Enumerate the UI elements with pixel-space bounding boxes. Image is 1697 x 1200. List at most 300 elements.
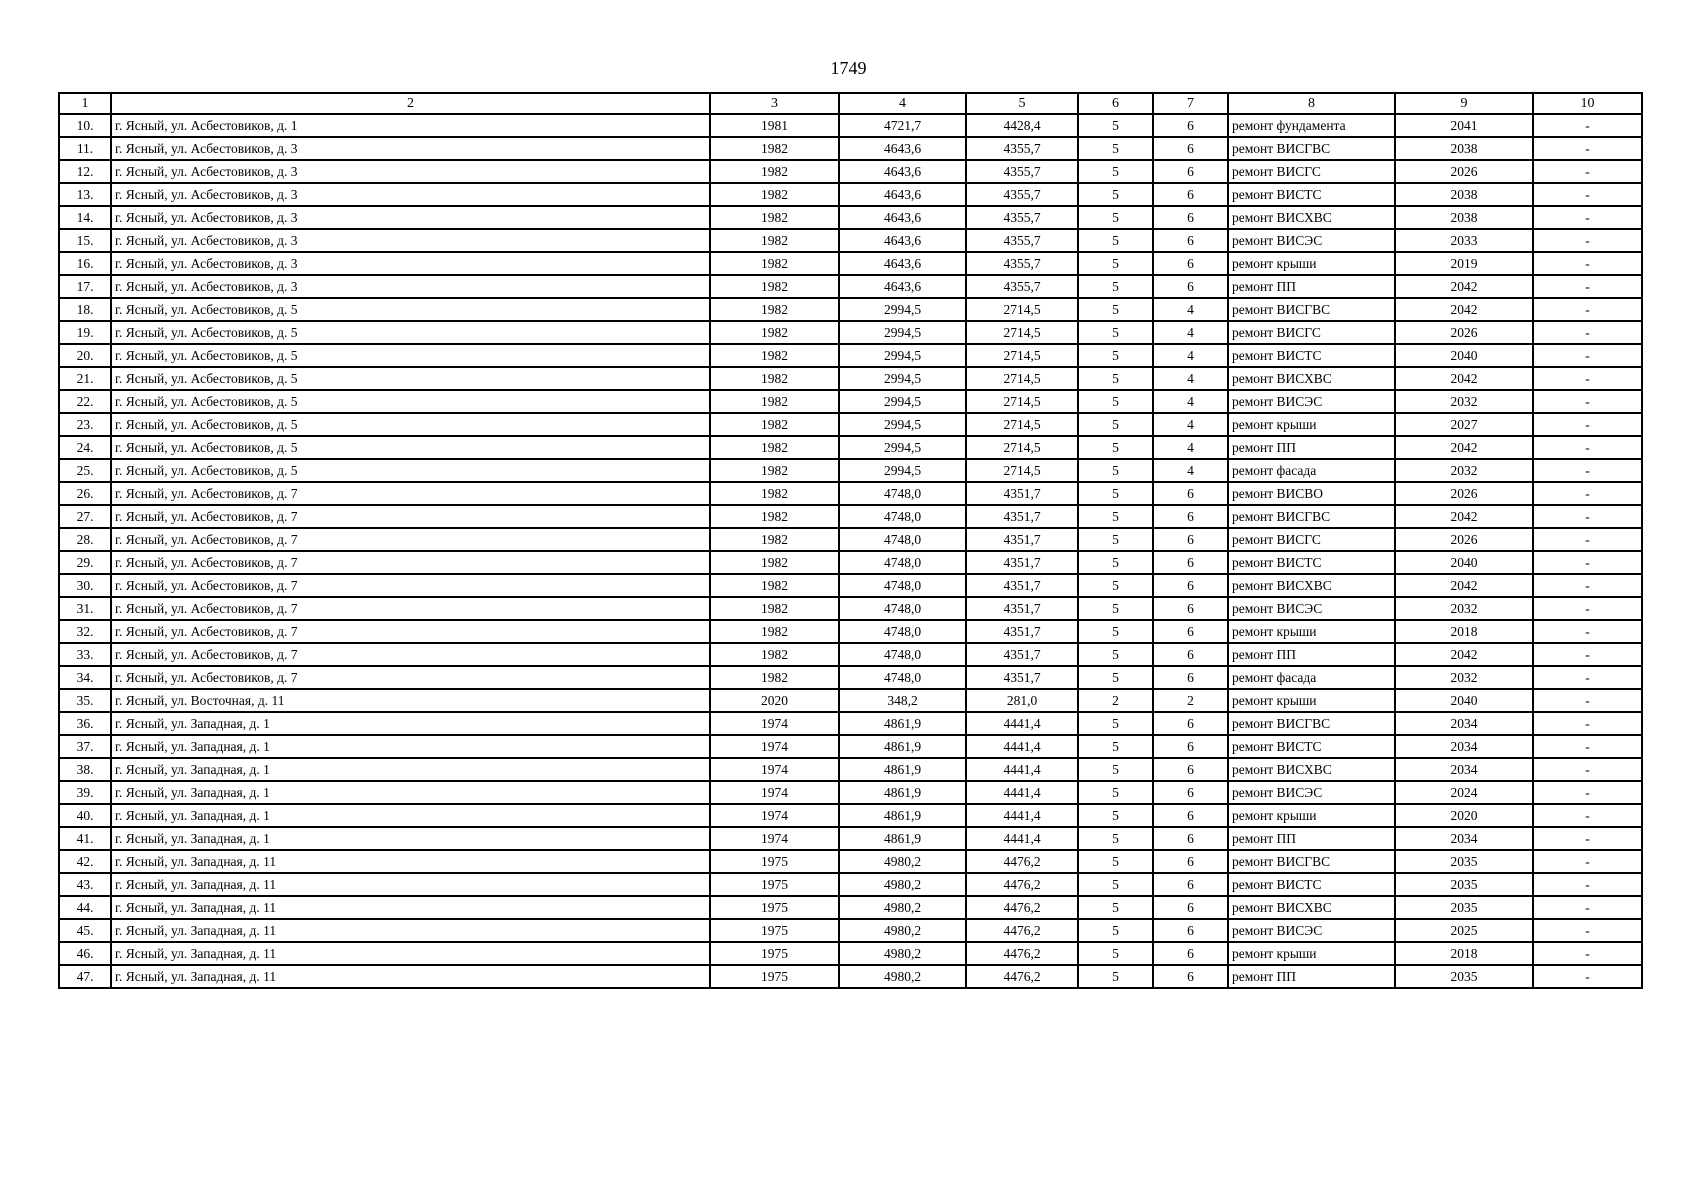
table-body	[59, 93, 1642, 988]
entrances-cell: 6	[1153, 137, 1228, 160]
planned-year-cell: 2035	[1395, 965, 1533, 988]
note-cell: -	[1533, 873, 1642, 896]
row-number-cell: 37.	[59, 735, 111, 758]
total-area-cell: 4748,0	[839, 574, 966, 597]
total-area-cell: 4643,6	[839, 252, 966, 275]
year-built-cell: 1982	[710, 505, 839, 528]
entrances-cell: 6	[1153, 114, 1228, 137]
table-row	[59, 436, 1642, 459]
row-number-cell: 28.	[59, 528, 111, 551]
living-area-cell: 4351,7	[966, 643, 1078, 666]
year-built-cell: 1982	[710, 229, 839, 252]
address-cell: г. Ясный, ул. Западная, д. 1	[111, 758, 710, 781]
table-row	[59, 344, 1642, 367]
repair-type-cell: ремонт ВИСХВС	[1228, 896, 1395, 919]
row-number-cell: 22.	[59, 390, 111, 413]
floors-cell: 5	[1078, 873, 1153, 896]
address-cell: г. Ясный, ул. Восточная, д. 11	[111, 689, 710, 712]
planned-year-cell: 2032	[1395, 390, 1533, 413]
note-cell: -	[1533, 252, 1642, 275]
floors-cell: 5	[1078, 367, 1153, 390]
planned-year-cell: 2038	[1395, 206, 1533, 229]
address-cell: г. Ясный, ул. Асбестовиков, д. 3	[111, 252, 710, 275]
note-cell: -	[1533, 505, 1642, 528]
header-cell: 4	[839, 93, 966, 114]
note-cell: -	[1533, 206, 1642, 229]
total-area-cell: 2994,5	[839, 459, 966, 482]
address-cell: г. Ясный, ул. Западная, д. 1	[111, 735, 710, 758]
year-built-cell: 1974	[710, 781, 839, 804]
total-area-cell: 2994,5	[839, 321, 966, 344]
row-number-cell: 25.	[59, 459, 111, 482]
year-built-cell: 1974	[710, 804, 839, 827]
entrances-cell: 6	[1153, 735, 1228, 758]
table-row	[59, 459, 1642, 482]
planned-year-cell: 2034	[1395, 827, 1533, 850]
entrances-cell: 6	[1153, 252, 1228, 275]
living-area-cell: 4441,4	[966, 735, 1078, 758]
year-built-cell: 1974	[710, 758, 839, 781]
repair-type-cell: ремонт ВИСТС	[1228, 183, 1395, 206]
living-area-cell: 4355,7	[966, 229, 1078, 252]
row-number-cell: 40.	[59, 804, 111, 827]
year-built-cell: 1974	[710, 827, 839, 850]
year-built-cell: 1975	[710, 942, 839, 965]
repair-type-cell: ремонт крыши	[1228, 252, 1395, 275]
table-row	[59, 160, 1642, 183]
entrances-cell: 6	[1153, 160, 1228, 183]
table-row	[59, 758, 1642, 781]
repair-type-cell: ремонт ВИСГВС	[1228, 298, 1395, 321]
planned-year-cell: 2026	[1395, 321, 1533, 344]
repair-type-cell: ремонт ВИСГС	[1228, 528, 1395, 551]
floors-cell: 5	[1078, 298, 1153, 321]
floors-cell: 5	[1078, 643, 1153, 666]
table-row	[59, 689, 1642, 712]
table-row	[59, 390, 1642, 413]
planned-year-cell: 2034	[1395, 758, 1533, 781]
floors-cell: 5	[1078, 666, 1153, 689]
total-area-cell: 4748,0	[839, 597, 966, 620]
address-cell: г. Ясный, ул. Асбестовиков, д. 7	[111, 666, 710, 689]
table-row	[59, 712, 1642, 735]
living-area-cell: 4441,4	[966, 712, 1078, 735]
row-number-cell: 39.	[59, 781, 111, 804]
floors-cell: 5	[1078, 344, 1153, 367]
planned-year-cell: 2042	[1395, 643, 1533, 666]
living-area-cell: 2714,5	[966, 321, 1078, 344]
row-number-cell: 41.	[59, 827, 111, 850]
row-number-cell: 36.	[59, 712, 111, 735]
row-number-cell: 11.	[59, 137, 111, 160]
table-row	[59, 574, 1642, 597]
year-built-cell: 1982	[710, 413, 839, 436]
year-built-cell: 1975	[710, 965, 839, 988]
entrances-cell: 6	[1153, 758, 1228, 781]
year-built-cell: 1975	[710, 919, 839, 942]
entrances-cell: 6	[1153, 206, 1228, 229]
planned-year-cell: 2035	[1395, 896, 1533, 919]
table-row	[59, 275, 1642, 298]
entrances-cell: 6	[1153, 712, 1228, 735]
year-built-cell: 1982	[710, 183, 839, 206]
table-row	[59, 413, 1642, 436]
repair-type-cell: ремонт ВИСГВС	[1228, 712, 1395, 735]
living-area-cell: 4351,7	[966, 597, 1078, 620]
planned-year-cell: 2027	[1395, 413, 1533, 436]
planned-year-cell: 2024	[1395, 781, 1533, 804]
year-built-cell: 1982	[710, 275, 839, 298]
total-area-cell: 4643,6	[839, 275, 966, 298]
living-area-cell: 4476,2	[966, 873, 1078, 896]
living-area-cell: 4355,7	[966, 206, 1078, 229]
repair-type-cell: ремонт ПП	[1228, 827, 1395, 850]
floors-cell: 5	[1078, 206, 1153, 229]
total-area-cell: 4861,9	[839, 804, 966, 827]
note-cell: -	[1533, 620, 1642, 643]
table-row	[59, 850, 1642, 873]
floors-cell: 5	[1078, 183, 1153, 206]
row-number-cell: 45.	[59, 919, 111, 942]
living-area-cell: 4351,7	[966, 620, 1078, 643]
floors-cell: 5	[1078, 482, 1153, 505]
row-number-cell: 13.	[59, 183, 111, 206]
note-cell: -	[1533, 367, 1642, 390]
year-built-cell: 1974	[710, 712, 839, 735]
entrances-cell: 6	[1153, 643, 1228, 666]
address-cell: г. Ясный, ул. Западная, д. 11	[111, 919, 710, 942]
address-cell: г. Ясный, ул. Западная, д. 11	[111, 873, 710, 896]
living-area-cell: 4476,2	[966, 850, 1078, 873]
floors-cell: 5	[1078, 574, 1153, 597]
note-cell: -	[1533, 114, 1642, 137]
living-area-cell: 4476,2	[966, 965, 1078, 988]
note-cell: -	[1533, 229, 1642, 252]
repair-type-cell: ремонт ПП	[1228, 436, 1395, 459]
row-number-cell: 31.	[59, 597, 111, 620]
planned-year-cell: 2018	[1395, 620, 1533, 643]
entrances-cell: 6	[1153, 850, 1228, 873]
repair-type-cell: ремонт крыши	[1228, 942, 1395, 965]
repair-type-cell: ремонт ВИСТС	[1228, 344, 1395, 367]
table-row	[59, 735, 1642, 758]
floors-cell: 5	[1078, 597, 1153, 620]
year-built-cell: 1982	[710, 298, 839, 321]
year-built-cell: 1982	[710, 252, 839, 275]
row-number-cell: 29.	[59, 551, 111, 574]
total-area-cell: 4643,6	[839, 137, 966, 160]
table-row	[59, 206, 1642, 229]
address-cell: г. Ясный, ул. Асбестовиков, д. 7	[111, 597, 710, 620]
repair-type-cell: ремонт ВИСЭС	[1228, 781, 1395, 804]
living-area-cell: 2714,5	[966, 344, 1078, 367]
repair-type-cell: ремонт крыши	[1228, 620, 1395, 643]
row-number-cell: 10.	[59, 114, 111, 137]
floors-cell: 5	[1078, 459, 1153, 482]
living-area-cell: 4476,2	[966, 942, 1078, 965]
address-cell: г. Ясный, ул. Асбестовиков, д. 7	[111, 551, 710, 574]
total-area-cell: 4861,9	[839, 758, 966, 781]
row-number-cell: 20.	[59, 344, 111, 367]
repair-type-cell: ремонт крыши	[1228, 413, 1395, 436]
row-number-cell: 23.	[59, 413, 111, 436]
entrances-cell: 6	[1153, 574, 1228, 597]
entrances-cell: 6	[1153, 551, 1228, 574]
living-area-cell: 4355,7	[966, 252, 1078, 275]
floors-cell: 5	[1078, 735, 1153, 758]
note-cell: -	[1533, 459, 1642, 482]
address-cell: г. Ясный, ул. Асбестовиков, д. 5	[111, 390, 710, 413]
planned-year-cell: 2032	[1395, 459, 1533, 482]
planned-year-cell: 2034	[1395, 712, 1533, 735]
header-cell: 10	[1533, 93, 1642, 114]
entrances-cell: 6	[1153, 482, 1228, 505]
living-area-cell: 4351,7	[966, 666, 1078, 689]
repair-type-cell: ремонт крыши	[1228, 804, 1395, 827]
address-cell: г. Ясный, ул. Асбестовиков, д. 1	[111, 114, 710, 137]
repair-type-cell: ремонт ВИСТС	[1228, 551, 1395, 574]
total-area-cell: 4861,9	[839, 827, 966, 850]
entrances-cell: 6	[1153, 620, 1228, 643]
repair-type-cell: ремонт крыши	[1228, 689, 1395, 712]
repair-type-cell: ремонт ВИСТС	[1228, 735, 1395, 758]
repair-type-cell: ремонт ПП	[1228, 643, 1395, 666]
table-row	[59, 597, 1642, 620]
planned-year-cell: 2035	[1395, 873, 1533, 896]
address-cell: г. Ясный, ул. Асбестовиков, д. 3	[111, 160, 710, 183]
table-row	[59, 114, 1642, 137]
living-area-cell: 4441,4	[966, 827, 1078, 850]
table-row	[59, 827, 1642, 850]
living-area-cell: 4355,7	[966, 183, 1078, 206]
floors-cell: 2	[1078, 689, 1153, 712]
year-built-cell: 1982	[710, 321, 839, 344]
living-area-cell: 4351,7	[966, 551, 1078, 574]
table-row	[59, 183, 1642, 206]
table-row	[59, 229, 1642, 252]
year-built-cell: 1982	[710, 137, 839, 160]
living-area-cell: 4351,7	[966, 528, 1078, 551]
entrances-cell: 6	[1153, 229, 1228, 252]
row-number-cell: 24.	[59, 436, 111, 459]
note-cell: -	[1533, 758, 1642, 781]
entrances-cell: 2	[1153, 689, 1228, 712]
row-number-cell: 42.	[59, 850, 111, 873]
repair-type-cell: ремонт ВИСХВС	[1228, 758, 1395, 781]
year-built-cell: 1974	[710, 735, 839, 758]
row-number-cell: 38.	[59, 758, 111, 781]
table-row	[59, 643, 1642, 666]
table-row	[59, 919, 1642, 942]
year-built-cell: 1981	[710, 114, 839, 137]
note-cell: -	[1533, 482, 1642, 505]
note-cell: -	[1533, 321, 1642, 344]
note-cell: -	[1533, 597, 1642, 620]
year-built-cell: 1982	[710, 666, 839, 689]
living-area-cell: 4351,7	[966, 574, 1078, 597]
table-row	[59, 896, 1642, 919]
row-number-cell: 17.	[59, 275, 111, 298]
note-cell: -	[1533, 804, 1642, 827]
row-number-cell: 30.	[59, 574, 111, 597]
planned-year-cell: 2025	[1395, 919, 1533, 942]
address-cell: г. Ясный, ул. Асбестовиков, д. 3	[111, 183, 710, 206]
address-cell: г. Ясный, ул. Западная, д. 11	[111, 942, 710, 965]
page-number: 1749	[830, 58, 867, 78]
floors-cell: 5	[1078, 275, 1153, 298]
row-number-cell: 43.	[59, 873, 111, 896]
repair-type-cell: ремонт фасада	[1228, 666, 1395, 689]
entrances-cell: 4	[1153, 321, 1228, 344]
total-area-cell: 4980,2	[839, 965, 966, 988]
living-area-cell: 281,0	[966, 689, 1078, 712]
address-cell: г. Ясный, ул. Западная, д. 11	[111, 850, 710, 873]
repair-type-cell: ремонт ВИСГС	[1228, 321, 1395, 344]
table-row	[59, 804, 1642, 827]
total-area-cell: 4643,6	[839, 183, 966, 206]
repair-type-cell: ремонт ВИСЭС	[1228, 919, 1395, 942]
table-row	[59, 367, 1642, 390]
floors-cell: 5	[1078, 804, 1153, 827]
planned-year-cell: 2033	[1395, 229, 1533, 252]
planned-year-cell: 2034	[1395, 735, 1533, 758]
living-area-cell: 2714,5	[966, 436, 1078, 459]
planned-year-cell: 2035	[1395, 850, 1533, 873]
note-cell: -	[1533, 275, 1642, 298]
note-cell: -	[1533, 436, 1642, 459]
total-area-cell: 4980,2	[839, 919, 966, 942]
planned-year-cell: 2026	[1395, 528, 1533, 551]
table-row	[59, 505, 1642, 528]
floors-cell: 5	[1078, 137, 1153, 160]
total-area-cell: 4748,0	[839, 643, 966, 666]
note-cell: -	[1533, 574, 1642, 597]
total-area-cell: 4748,0	[839, 505, 966, 528]
year-built-cell: 1982	[710, 344, 839, 367]
year-built-cell: 1982	[710, 482, 839, 505]
planned-year-cell: 2032	[1395, 666, 1533, 689]
planned-year-cell: 2038	[1395, 183, 1533, 206]
entrances-cell: 4	[1153, 390, 1228, 413]
repair-type-cell: ремонт ВИСЭС	[1228, 390, 1395, 413]
floors-cell: 5	[1078, 942, 1153, 965]
table-row	[59, 528, 1642, 551]
note-cell: -	[1533, 919, 1642, 942]
table-row	[59, 321, 1642, 344]
planned-year-cell: 2040	[1395, 551, 1533, 574]
note-cell: -	[1533, 298, 1642, 321]
address-cell: г. Ясный, ул. Западная, д. 1	[111, 827, 710, 850]
year-built-cell: 1982	[710, 459, 839, 482]
note-cell: -	[1533, 965, 1642, 988]
floors-cell: 5	[1078, 712, 1153, 735]
row-number-cell: 14.	[59, 206, 111, 229]
address-cell: г. Ясный, ул. Асбестовиков, д. 5	[111, 436, 710, 459]
year-built-cell: 1982	[710, 390, 839, 413]
total-area-cell: 4643,6	[839, 206, 966, 229]
entrances-cell: 4	[1153, 459, 1228, 482]
row-number-cell: 34.	[59, 666, 111, 689]
floors-cell: 5	[1078, 160, 1153, 183]
table-row	[59, 666, 1642, 689]
total-area-cell: 4643,6	[839, 229, 966, 252]
header-cell: 7	[1153, 93, 1228, 114]
entrances-cell: 4	[1153, 367, 1228, 390]
floors-cell: 5	[1078, 321, 1153, 344]
total-area-cell: 4980,2	[839, 942, 966, 965]
entrances-cell: 6	[1153, 528, 1228, 551]
row-number-cell: 33.	[59, 643, 111, 666]
note-cell: -	[1533, 712, 1642, 735]
year-built-cell: 1982	[710, 574, 839, 597]
year-built-cell: 1975	[710, 873, 839, 896]
total-area-cell: 4643,6	[839, 160, 966, 183]
living-area-cell: 4476,2	[966, 919, 1078, 942]
address-cell: г. Ясный, ул. Асбестовиков, д. 5	[111, 321, 710, 344]
address-cell: г. Ясный, ул. Западная, д. 1	[111, 712, 710, 735]
year-built-cell: 1982	[710, 643, 839, 666]
planned-year-cell: 2041	[1395, 114, 1533, 137]
address-cell: г. Ясный, ул. Асбестовиков, д. 5	[111, 298, 710, 321]
entrances-cell: 6	[1153, 183, 1228, 206]
repair-type-cell: ремонт ПП	[1228, 275, 1395, 298]
table-row	[59, 781, 1642, 804]
year-built-cell: 1982	[710, 597, 839, 620]
row-number-cell: 35.	[59, 689, 111, 712]
entrances-cell: 6	[1153, 666, 1228, 689]
planned-year-cell: 2026	[1395, 160, 1533, 183]
living-area-cell: 4355,7	[966, 275, 1078, 298]
header-cell: 8	[1228, 93, 1395, 114]
living-area-cell: 4428,4	[966, 114, 1078, 137]
row-number-cell: 27.	[59, 505, 111, 528]
header-cell: 5	[966, 93, 1078, 114]
address-cell: г. Ясный, ул. Западная, д. 11	[111, 896, 710, 919]
header-cell: 6	[1078, 93, 1153, 114]
living-area-cell: 4351,7	[966, 482, 1078, 505]
living-area-cell: 2714,5	[966, 298, 1078, 321]
total-area-cell: 4861,9	[839, 781, 966, 804]
note-cell: -	[1533, 942, 1642, 965]
address-cell: г. Ясный, ул. Асбестовиков, д. 7	[111, 482, 710, 505]
table-row	[59, 873, 1642, 896]
floors-cell: 5	[1078, 390, 1153, 413]
floors-cell: 5	[1078, 436, 1153, 459]
total-area-cell: 2994,5	[839, 390, 966, 413]
total-area-cell: 4748,0	[839, 482, 966, 505]
header-cell: 2	[111, 93, 710, 114]
table-row	[59, 965, 1642, 988]
note-cell: -	[1533, 160, 1642, 183]
repair-type-cell: ремонт фундамента	[1228, 114, 1395, 137]
repair-type-cell: ремонт ВИСТС	[1228, 873, 1395, 896]
floors-cell: 5	[1078, 114, 1153, 137]
year-built-cell: 1975	[710, 850, 839, 873]
total-area-cell: 4721,7	[839, 114, 966, 137]
header-cell: 1	[59, 93, 111, 114]
total-area-cell: 2994,5	[839, 344, 966, 367]
entrances-cell: 6	[1153, 275, 1228, 298]
floors-cell: 5	[1078, 229, 1153, 252]
repair-type-cell: ремонт ВИСВО	[1228, 482, 1395, 505]
total-area-cell: 2994,5	[839, 298, 966, 321]
note-cell: -	[1533, 528, 1642, 551]
repair-type-cell: ремонт ВИСХВС	[1228, 367, 1395, 390]
note-cell: -	[1533, 827, 1642, 850]
living-area-cell: 2714,5	[966, 459, 1078, 482]
table-row	[59, 137, 1642, 160]
repair-type-cell: ремонт ВИСЭС	[1228, 229, 1395, 252]
